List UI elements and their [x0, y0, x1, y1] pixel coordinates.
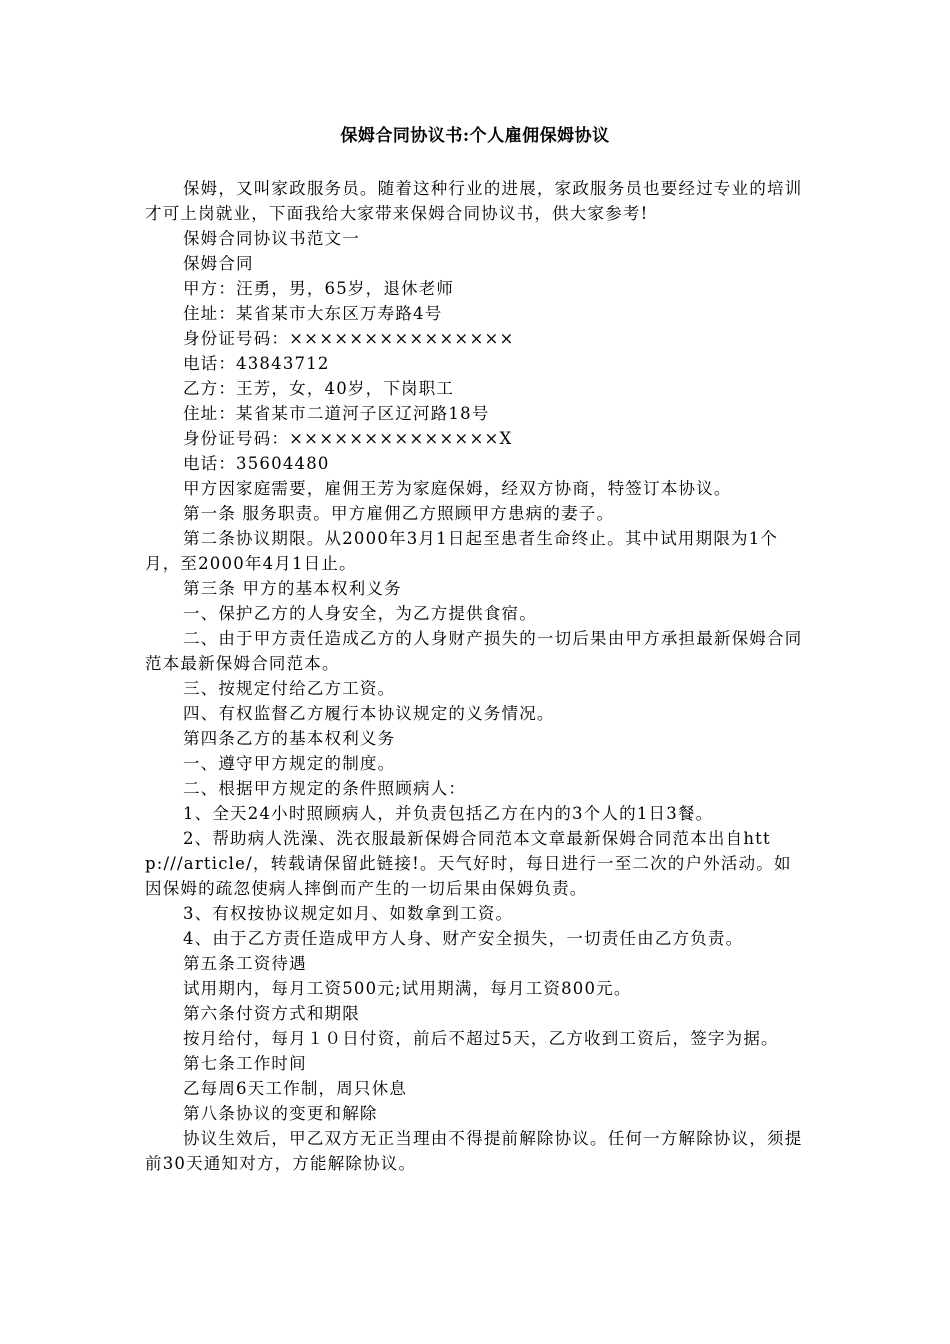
paragraph: 第七条工作时间: [182, 1054, 307, 1073]
paragraph: 身份证号码：×××××××××××××××: [182, 329, 515, 348]
paragraph: 乙方：王芳，女，40岁，下岗职工: [182, 379, 455, 398]
paragraph: 协议生效后，甲乙双方无正当理由不得提前解除协议。任何一方解除协议，须提前30天通知对方，方能解除协议。: [145, 1129, 803, 1173]
paragraph: 住址：某省某市二道河子区辽河路18号: [182, 404, 490, 423]
paragraph: 二、由于甲方责任造成乙方的人身财产损失的一切后果由甲方承担最新保姆合同范本最新保姆合同范本。: [145, 629, 803, 673]
paragraph: 乙每周6天工作制，周只休息: [182, 1079, 408, 1098]
paragraph: 1、全天24小时照顾病人，并负责包括乙方在内的3个人的1日3餐。: [182, 804, 714, 823]
paragraph: 甲方：汪勇，男，65岁，退休老师: [182, 279, 455, 298]
document-body: [145, 176, 805, 1176]
page-title: 保姆合同协议书:个人雇佣保姆协议: [340, 126, 610, 146]
paragraph: 一、遵守甲方规定的制度。: [182, 754, 396, 773]
paragraph: 第二条协议期限。从2000年3月1日起至患者生命终止。其中试用期限为1个月，至2000年4月1日止。: [145, 529, 779, 573]
paragraph: 电话：35604480: [182, 454, 330, 473]
paragraph: 第六条付资方式和期限: [182, 1004, 360, 1023]
paragraph: 电话：43843712: [182, 354, 330, 373]
paragraph: 第四条乙方的基本权利义务: [182, 729, 396, 748]
paragraph: 按月给付，每月１０日付资，前后不超过5天，乙方收到工资后，签字为据。: [182, 1029, 779, 1048]
paragraph: 一、保护乙方的人身安全，为乙方提供食宿。: [182, 604, 537, 623]
paragraph: 保姆，又叫家政服务员。随着这种行业的进展，家政服务员也要经过专业的培训才可上岗就业，下面我给大家带来保姆合同协议书，供大家参考!: [145, 179, 803, 223]
paragraph: 试用期内，每月工资500元;试用期满，每月工资800元。: [182, 979, 632, 998]
paragraph: 保姆合同: [182, 254, 254, 273]
paragraph: 第五条工资待遇: [182, 954, 307, 973]
paragraph: 第三条 甲方的基本权利义务: [182, 579, 402, 598]
paragraph: 身份证号码：××××××××××××××X: [182, 429, 513, 448]
paragraph: 二、根据甲方规定的条件照顾病人：: [182, 779, 467, 798]
paragraph: 第八条协议的变更和解除: [182, 1104, 378, 1123]
paragraph: 三、按规定付给乙方工资。: [182, 679, 396, 698]
paragraph: 第一条 服务职责。甲方雇佣乙方照顾甲方患病的妻子。: [182, 504, 615, 523]
paragraph: 甲方因家庭需要，雇佣王芳为家庭保姆，经双方协商，特签订本协议。: [182, 479, 732, 498]
paragraph: 四、有权监督乙方履行本协议规定的义务情况。: [182, 704, 555, 723]
paragraph: 4、由于乙方责任造成甲方人身、财产安全损失，一切责任由乙方负责。: [182, 929, 744, 948]
paragraph: 住址：某省某市大东区万寿路4号: [182, 304, 443, 323]
paragraph: 保姆合同协议书范文一: [182, 229, 360, 248]
paragraph: 2、帮助病人洗澡、洗衣服最新保姆合同范本文章最新保姆合同范本出自http:///article/，转载请保留此链接!。天气好时，每日进行一至二次的户外活动。如因保姆的疏忽使病人摔倒而产生的一切后果由保姆负责。: [145, 829, 792, 898]
document-page: [145, 125, 805, 1176]
paragraph: 3、有权按协议规定如月、如数拿到工资。: [182, 904, 514, 923]
